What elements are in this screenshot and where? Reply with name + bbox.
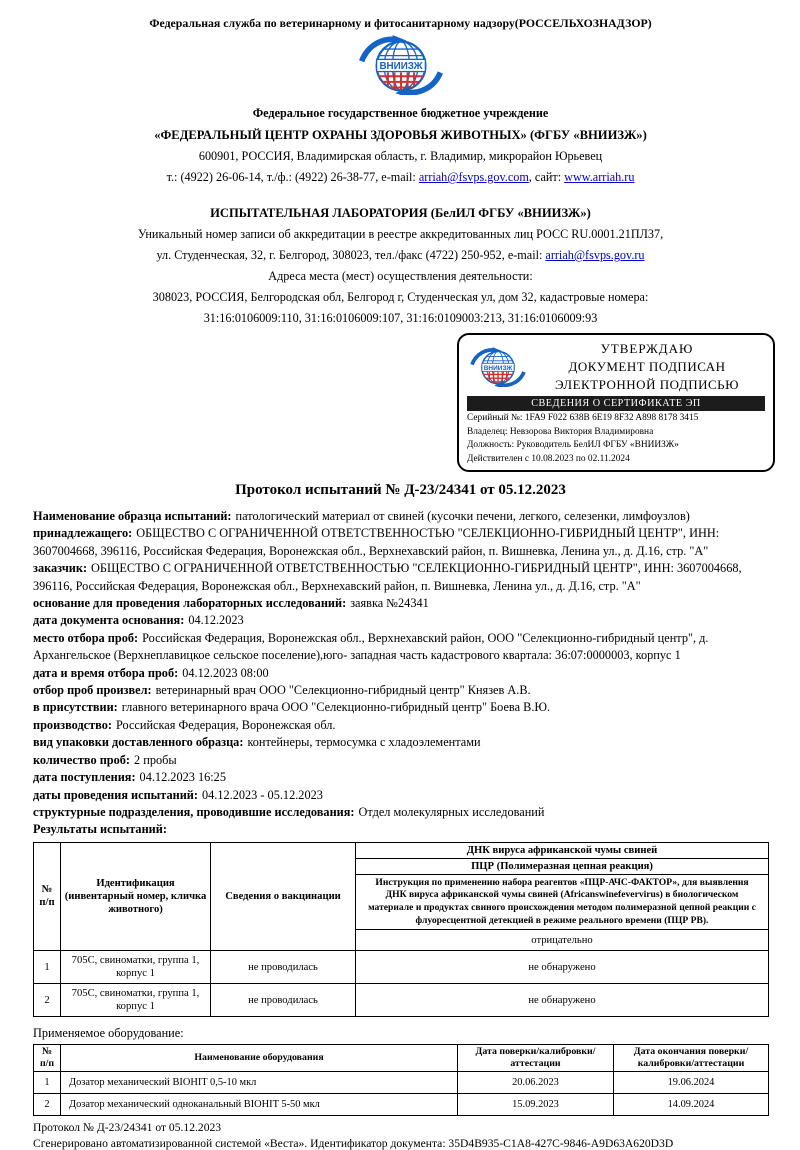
row-equipment-name: Дозатор механический одноканальный BIOHIT 5-50 мкл	[61, 1094, 458, 1116]
institution-contacts	[33, 170, 768, 185]
stamp-top	[467, 341, 765, 393]
certificate-serial: Серийный №: 1FA9 F022 638B 6E19 8F32 A898 8178 3415	[467, 413, 699, 423]
activity-addresses-label: Адреса места (мест) осуществления деятельности:	[268, 269, 533, 283]
approval-stamp	[457, 333, 775, 472]
results-col-id: Идентификация (инвентарный номер, кличка животного)	[61, 842, 211, 950]
field-arrival-date: дата поступления: 04.12.2023 16:25	[33, 770, 226, 785]
contacts-prefix: т.: (4922) 26-06-14, т./ф.: (4922) 26-38-77, e-mail:	[166, 170, 419, 184]
lab-address-prefix: ул. Студенческая, 32, г. Белгород, 308023, тел./факс (4722) 250-952, e-mail:	[156, 248, 546, 262]
field-test-dates: даты проведения испытаний: 04.12.2023 - 05.12.2023	[33, 787, 323, 802]
stamp-signed-line1: ДОКУМЕНТ ПОДПИСАН	[568, 359, 726, 374]
row-date-end: 19.06.2024	[614, 1072, 769, 1094]
results-test-name: ДНК вируса африканской чумы свиней	[356, 842, 769, 858]
certificate-owner: Владелец: Невзорова Виктория Владимировна	[467, 426, 654, 437]
field-results-heading: Результаты испытаний:	[33, 822, 167, 837]
field-production: производство: Российская Федерация, Воронежская обл.	[33, 717, 336, 732]
svg-text:ВНИИЗЖ: ВНИИЗЖ	[483, 364, 513, 372]
row-equipment-name: Дозатор механический BIOHIT 0,5-10 мкл	[61, 1072, 458, 1094]
field-sample-count: количество проб: 2 пробы	[33, 752, 177, 767]
field-owner: принадлежащего: ОБЩЕСТВО С ОГРАНИЧЕННОЙ ОТВЕТСТВЕННОСТЬЮ "СЕЛЕКЦИОННО-ГИБРИДНЫЙ ЦЕНТР", ИНН: 3607004668, 396116, Российская Федерация, Воронежская обл., Верхнехавский район, п. Вишневка, Ленина ул., д. Д.16, стр. "А"	[33, 526, 720, 558]
equipment-col-name: Наименование оборудования	[61, 1045, 458, 1072]
protocol-fields	[33, 508, 768, 839]
email-link[interactable]: arriah@fsvps.gov.com	[418, 170, 529, 184]
row-num: 2	[34, 984, 61, 1017]
results-method: ПЦР (Полимеразная цепная реакция)	[356, 858, 769, 874]
institution-address: 600901, РОССИЯ, Владимирская область, г. Владимир, микрорайон Юрьевец	[198, 149, 603, 163]
field-sampled-by: отбор проб произвел: ветеринарный врач ООО "Селекционно-гибридный центр" Князев А.В.	[33, 683, 531, 698]
field-departments: структурные подразделения, проводившие исследования: Отдел молекулярных исследований	[33, 804, 545, 819]
row-num: 1	[34, 1072, 61, 1094]
row-result: не обнаружено	[356, 984, 769, 1017]
logo-container	[33, 35, 768, 100]
website-link[interactable]: www.arriah.ru	[564, 170, 635, 184]
footer-protocol-ref: Протокол № Д-23/24341 от 05.12.2023	[33, 1121, 222, 1135]
field-basis: основание для проведения лабораторных исследований: заявка №24341	[33, 596, 429, 611]
equipment-col-date: Дата поверки/калибровки/аттестации	[458, 1045, 614, 1072]
results-norm: отрицательно	[356, 930, 769, 951]
certificate-validity: Действителен с 10.08.2023 по 02.11.2024	[467, 453, 630, 464]
laboratory-name: ИСПЫТАТЕЛЬНАЯ ЛАБОРАТОРИЯ (БелИЛ ФГБУ «ВНИИЗЖ»)	[210, 206, 591, 220]
table-row	[34, 1094, 769, 1116]
table-row	[34, 951, 769, 984]
results-instruction: Инструкция по применению набора реагентов «ПЦР-АЧС-ФАКТОР», для выявления ДНК вируса африканской чумы свиней (Africanswinefevervirus) в биологическом материале и продуктах свиного происхождения методом полимеразной цепной реакции с флуоресцентной детекцией в режиме реального времени (ПЦР РВ).	[356, 874, 769, 929]
stamp-heading	[529, 341, 765, 393]
field-sampling-place: место отбора проб: Российская Федерация, Воронежская обл., Верхнехавский район, ООО "Селекционно-гибридный центр", д. Архангельское (Верхнеплавицкое сельское поселение),юго- западная часть кадастрового квартала: 36:07:0000003, корпус 1	[33, 630, 709, 663]
row-id: 705С, свиноматки, группа 1, корпус 1	[61, 951, 211, 984]
certificate-info-bar: СВЕДЕНИЯ О СЕРТИФИКАТЕ ЭП	[467, 396, 765, 411]
vniizh-logo-icon	[467, 347, 529, 387]
table-row	[34, 984, 769, 1017]
row-result: не обнаружено	[356, 951, 769, 984]
equipment-col-num: № п/п	[34, 1045, 61, 1072]
stamp-signed-line2: ЭЛЕКТРОННОЙ ПОДПИСЬЮ	[555, 377, 739, 392]
row-num: 2	[34, 1094, 61, 1116]
results-col-vaccination: Сведения о вакцинации	[211, 842, 356, 950]
equipment-col-date-end: Дата окончания поверки/калибровки/аттестации	[614, 1045, 769, 1072]
lab-email-link[interactable]: arriah@fsvps.gov.ru	[545, 248, 645, 262]
row-date-end: 14.09.2024	[614, 1094, 769, 1116]
field-basis-date: дата документа основания: 04.12.2023	[33, 613, 244, 628]
table-row	[34, 1072, 769, 1094]
row-date: 20.06.2023	[458, 1072, 614, 1094]
institution-name: «ФЕДЕРАЛЬНЫЙ ЦЕНТР ОХРАНЫ ЗДОРОВЬЯ ЖИВОТНЫХ» (ФГБУ «ВНИИЗЖ»)	[154, 128, 647, 142]
results-table	[33, 842, 769, 1017]
equipment-table	[33, 1044, 769, 1116]
results-col-num: № п/п	[34, 842, 61, 950]
vniizh-logo-icon	[353, 35, 449, 95]
field-packaging: вид упаковки доставленного образца: контейнеры, термосумка с хладоэлементами	[33, 735, 481, 750]
svg-text:ВНИИЗЖ: ВНИИЗЖ	[378, 61, 423, 73]
institution-type: Федеральное государственное бюджетное учреждение	[252, 106, 549, 120]
activity-address: 308023, РОССИЯ, Белгородская обл, Белгород г, Студенческая ул, дом 32, кадастровые номера:	[152, 290, 649, 304]
accreditation-line: Уникальный номер записи об аккредитации в реестре аккредитованных лиц РОСС RU.0001.21ПЛ37,	[137, 227, 664, 241]
row-date: 15.09.2023	[458, 1094, 614, 1116]
field-witness: в присутствии: главного ветеринарного врача ООО "Селекционно-гибридный центр" Боева В.Ю.	[33, 700, 551, 715]
footer-generated-note: Сгенерировано автоматизированной системой «Веста». Идентификатор документа: 35D4B935-C1A8-427C-9846-A9D63A620D3D	[33, 1137, 674, 1150]
agency-header: Федеральная служба по ветеринарному и фитосанитарному надзору(РОССЕЛЬХОЗНАДЗОР)	[149, 16, 652, 30]
equipment-heading: Применяемое оборудование:	[33, 1026, 184, 1041]
row-num: 1	[34, 951, 61, 984]
field-sampling-datetime: дата и время отбора проб: 04.12.2023 08:00	[33, 665, 269, 680]
field-sample-name: Наименование образца испытаний: патологический материал от свиней (кусочки печени, легкого, селезенки, лимфоузлов)	[33, 509, 690, 523]
row-vaccination: не проводилась	[211, 984, 356, 1017]
protocol-title: Протокол испытаний № Д-23/24341 от 05.12.2023	[235, 482, 566, 498]
row-id: 705С, свиноматки, группа 1, корпус 1	[61, 984, 211, 1017]
stamp-approve-label: УТВЕРЖДАЮ	[600, 341, 694, 356]
field-customer: заказчик: ОБЩЕСТВО С ОГРАНИЧЕННОЙ ОТВЕТСТВЕННОСТЬЮ "СЕЛЕКЦИОННО-ГИБРИДНЫЙ ЦЕНТР", ИНН: 3607004668, 396116, Российская Федерация, Воронежская обл., Верхнехавский район, п. Вишневка, Ленина ул., д. Д.16, стр. "А"	[33, 561, 742, 593]
cadastral-numbers: 31:16:0106009:110, 31:16:0106009:107, 31:16:0109003:213, 31:16:0106009:93	[203, 311, 598, 325]
laboratory-contacts	[33, 248, 768, 263]
certificate-position: Должность: Руководитель БелИЛ ФГБУ «ВНИИЗЖ»	[467, 440, 679, 450]
contacts-middle: , сайт:	[528, 170, 565, 184]
row-vaccination: не проводилась	[211, 951, 356, 984]
